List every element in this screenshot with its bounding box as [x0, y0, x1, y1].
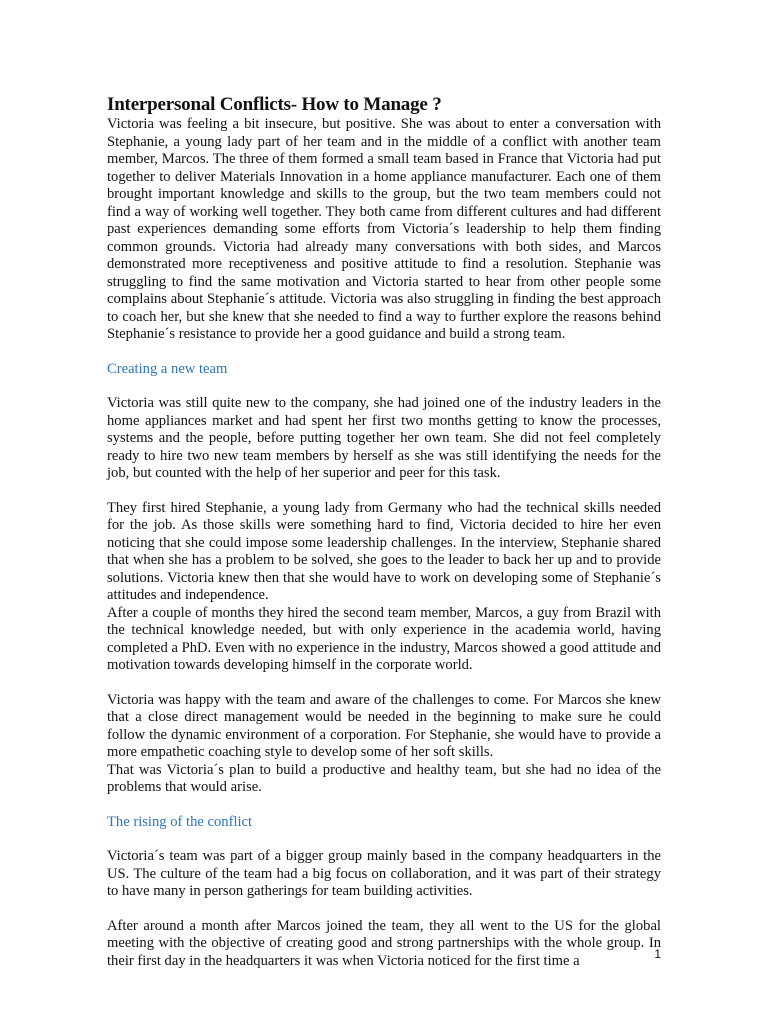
paragraph: After a couple of months they hired the second team member, Marcos, a guy from Brazil with the technical knowledge needed, but with only experience in the academia world, having completed a PhD. Even with no experience in the industry, Marcos showed a good attitude and motivation towards developing himself in the corporate world.: [107, 604, 661, 673]
section-heading-creating-a-new-team: Creating a new team: [107, 360, 228, 377]
section-heading-rising-of-conflict: The rising of the conflict: [107, 813, 253, 830]
page-number: 1: [654, 947, 661, 961]
intro-paragraph: Victoria was feeling a bit insecure, but positive. She was about to enter a conversation with Stephanie, a young lady part of her team and in the middle of a conflict with another team member, Marcos. The three of them formed a small team based in France that Victoria had put together to deliver Materials Innovation in a home appliance manufacturer. Each one of them brought important knowledge and skills to the group, but the two team members could not find a way of working well together. They both came from different cultures and had different past experiences demanding some efforts from Victoria´s leadership to help them finding common grounds. Victoria had already many conversations with both sides, and Marcos demonstrated more receptiveness and positive attitude to find a resolution. Stephanie was struggling to find the same motivation and Victoria started to hear from other people some complains about Stephanie´s attitude. Victoria was also struggling in finding the best approach to coach her, but she knew that she needed to find a way to further explore the reasons behind Stephanie´s resistance to provide her a good guidance and build a strong team.: [107, 116, 661, 342]
paragraph: Victoria was happy with the team and aware of the challenges to come. For Marcos she knew that a close direct management would be needed in the beginning to make sure he could follow the dynamic environment of a corporation. For Stephanie, she would have to provide a more empathetic coaching style to develop some of her soft skills.: [107, 691, 661, 760]
paragraph: Victoria´s team was part of a bigger group mainly based in the company headquarters in the US. The culture of the team had a big focus on collaboration, and it was part of their strategy to have many in person gatherings for team building activities.: [107, 848, 661, 899]
paragraph: They first hired Stephanie, a young lady from Germany who had the technical skills needed for the job. As those skills were something hard to find, Victoria decided to hire her even noticing that she could impose some leadership challenges. In the interview, Stephanie shared that when she has a problem to be solved, she goes to the leader to back her up and to provide solutions. Victoria knew then that she would have to work on developing some of Stephanie´s attitudes and independence.: [107, 499, 661, 603]
paragraph: That was Victoria´s plan to build a productive and healthy team, but she had no idea of the problems that would arise.: [107, 761, 661, 795]
paragraph: Victoria was still quite new to the company, she had joined one of the industry leaders in the home appliances market and had spent her first two months getting to know the processes, systems and the people, before putting together her own team. She did not feel completely ready to hire two new team members by herself as she was still identifying the needs for the job, but counted with the help of her superior and peer for this task.: [107, 395, 661, 481]
document-title: Interpersonal Conflicts- How to Manage ?: [107, 94, 442, 115]
document-body: [107, 94, 661, 970]
paragraph: After around a month after Marcos joined the team, they all went to the US for the global meeting with the objective of creating good and strong partnerships with the whole group. In their first day in the headquarters it was when Victoria noticed for the first time a: [107, 917, 661, 969]
